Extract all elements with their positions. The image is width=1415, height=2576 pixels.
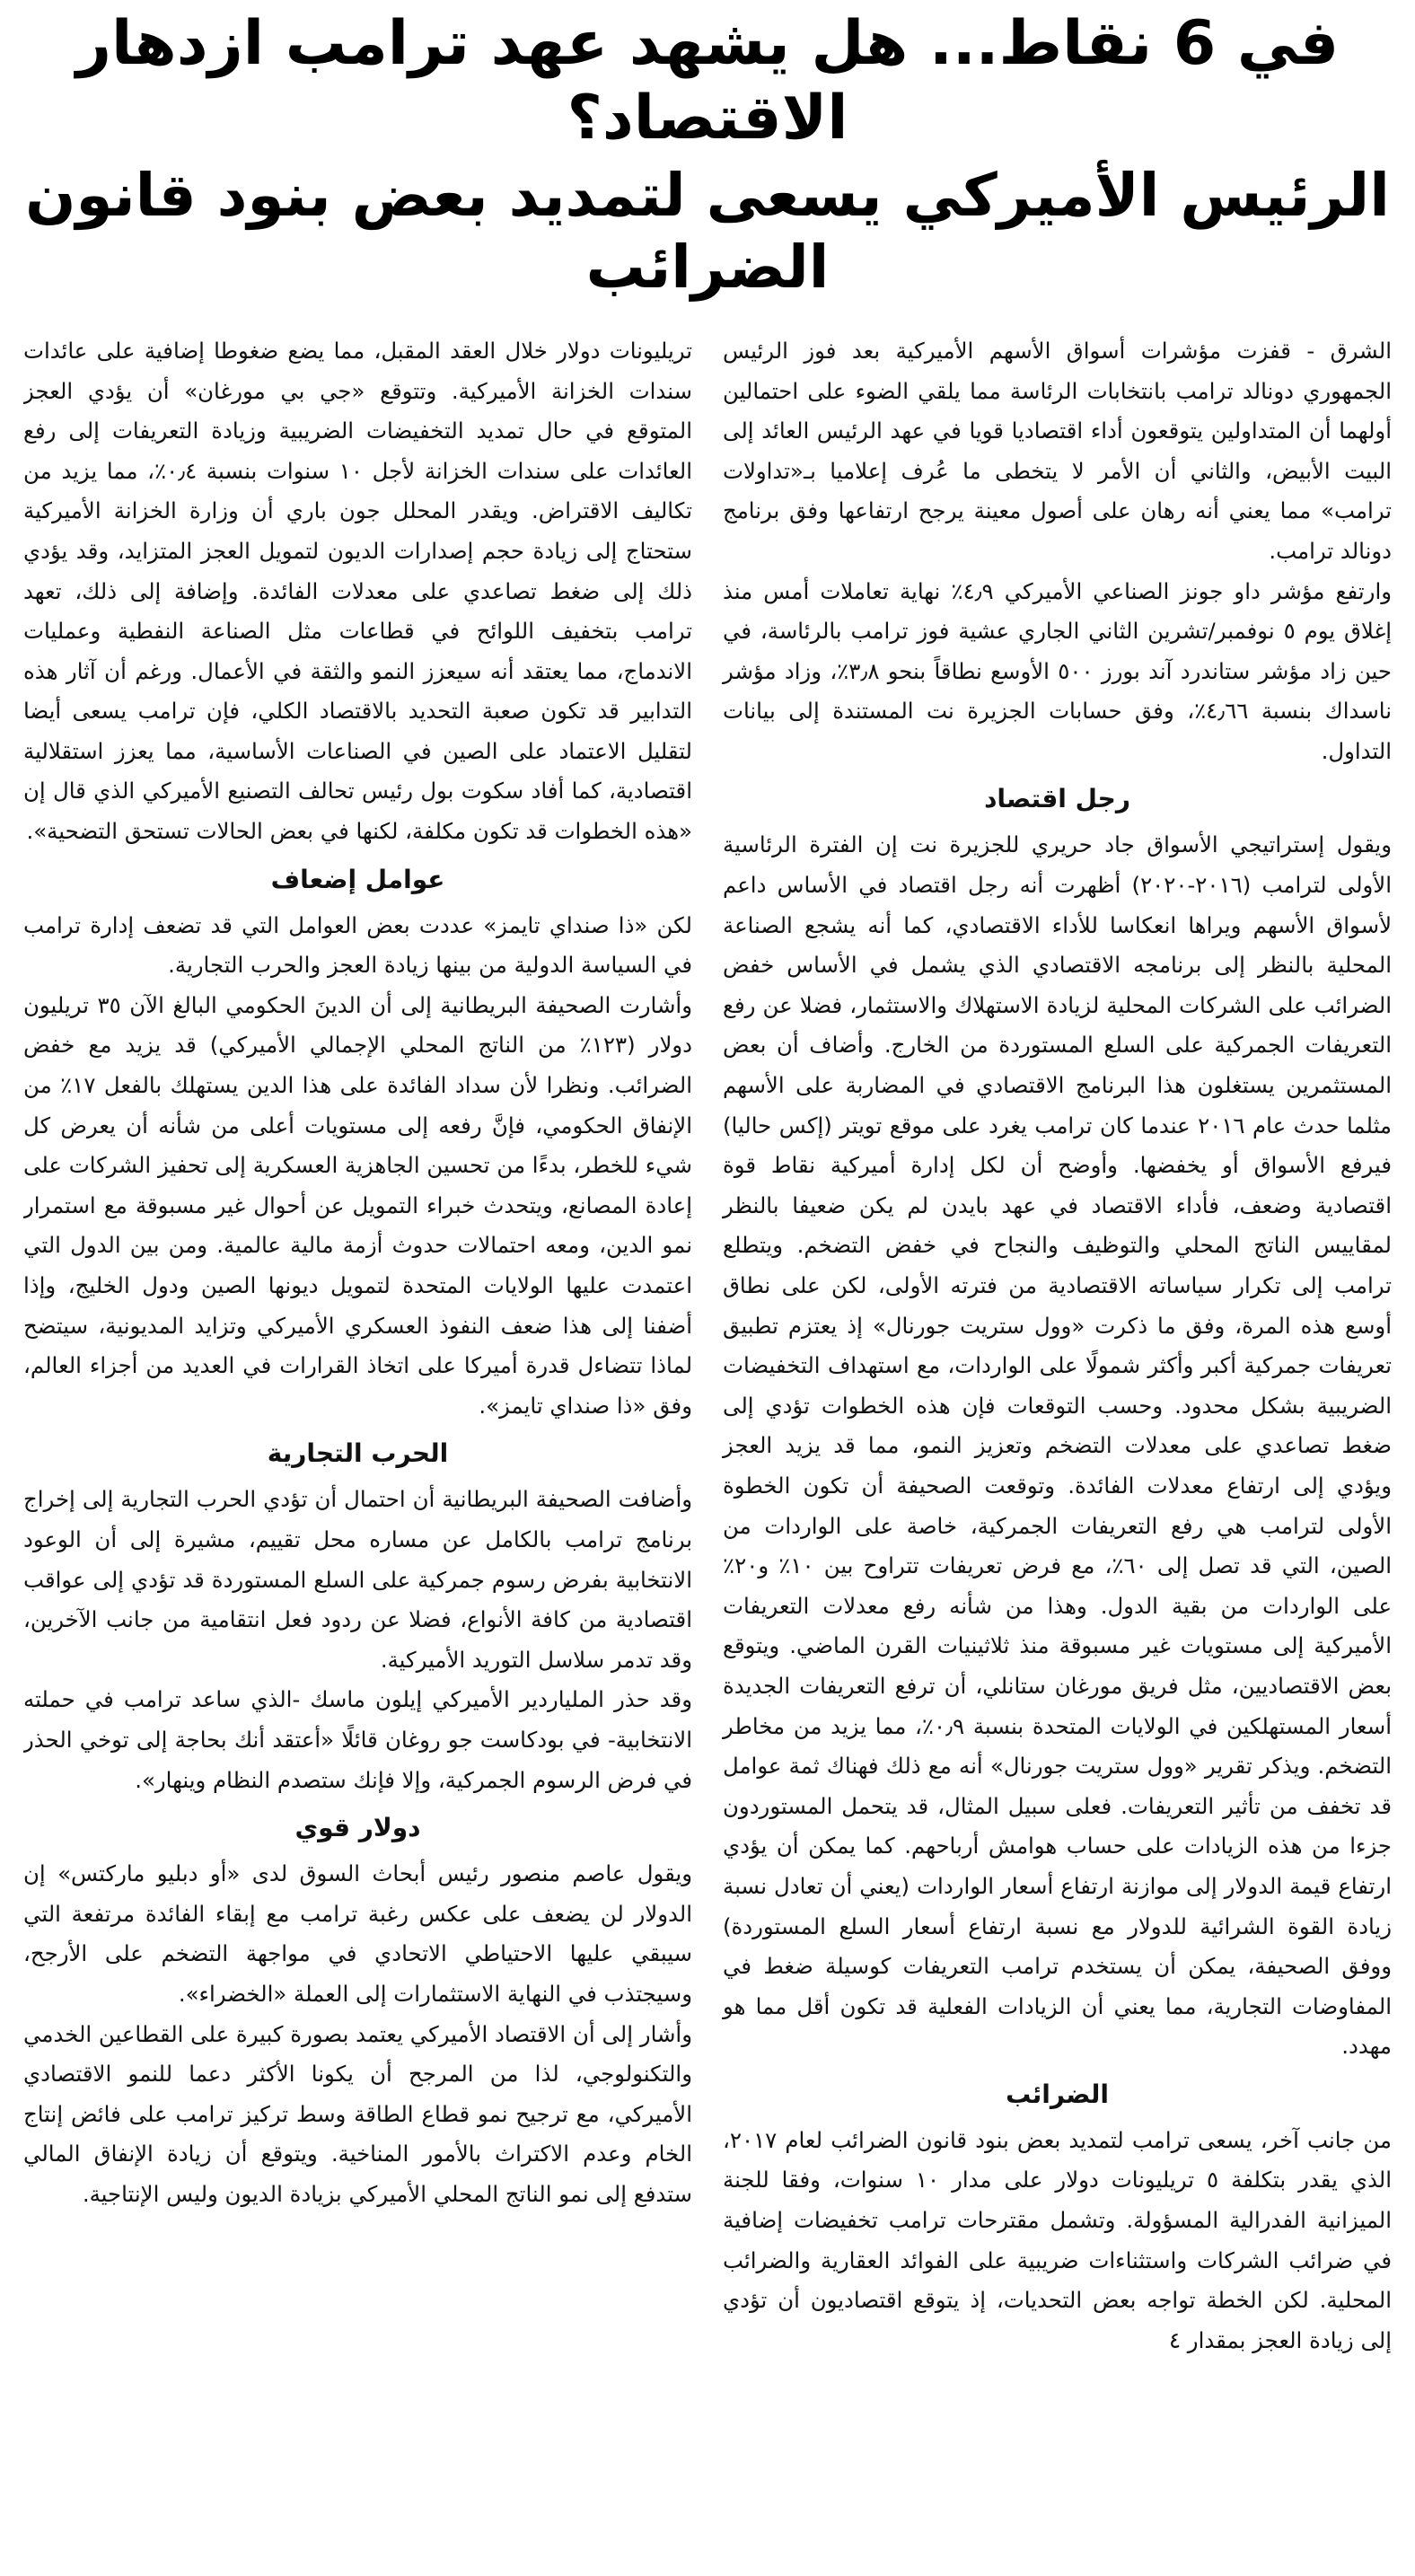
headline-line-2: الرئيس الأميركي يسعى لتمديد بعض بنود قانون الضرائب	[25, 160, 1390, 303]
section-heading: دولار قوي	[294, 1813, 421, 1843]
article-paragraph: الشرق - قفزت مؤشرات أسواق الأسهم الأميركية بعد فوز الرئيس الجمهوري دونالد ترامب بانتخابات الرئاسة مما يلقي الضوء على احتمالين أولهما أن المتداولين يتوقعون أداء اقتصاديا قويا في عهد الرئيس العائد إلى البيت الأبيض، والثاني أن الأمر لا يتخطى ما عُرف إعلاميا بـ«تداولات ترامب» مما يعني أنه رهان على أصول معينة يرجح ارتفاعها وفق برنامج دونالد ترامب.	[723, 337, 1392, 564]
article-paragraph: من جانب آخر، يسعى ترامب لتمديد بعض بنود قانون الضرائب لعام ٢٠١٧، الذي يقدر بتكلفة ٥ تريليونات دولار على مدار ١٠ سنوات، وفقا للجنة الميزانية الفدرالية المسؤولة. وتشمل مقترحات ترامب تخفيضات إضافية في ضرائب الشركات واستثناءات ضريبية على الفوائد العقارية والضرائب المحلية. لكن الخطة تواجه بعض التحديات، إذ يتوقع اقتصاديون أن تؤدي إلى زيادة العجز بمقدار ٤	[723, 2126, 1392, 2353]
article-paragraph: لكن «ذا صنداي تايمز» عددت بعض العوامل التي قد تضعف إدارة ترامب في السياسة الدولية من بينها زيادة العجز والحرب التجارية.	[23, 911, 692, 979]
article-paragraph: وأشار إلى أن الاقتصاد الأميركي يعتمد بصورة كبيرة على القطاعين الخدمي والتكنولوجي، لذا من المرجح أن يكونا الأكثر دعما للنمو الاقتصادي الأميركي، مع ترجيح نمو قطاع الطاقة وسط تركيز ترامب على فائض إنتاج الخام وعدم الاكتراث بالأمور المناخية. ويتوقع أن زيادة الإنفاق المالي ستدفع إلى نمو الناتج المحلي الأميركي بزيادة الديون وليس الإنتاجية.	[23, 2020, 692, 2207]
article-paragraph: ويقول إستراتيجي الأسواق جاد حريري للجزيرة نت إن الفترة الرئاسية الأولى لترامب (٢٠١٦-٢٠٢٠) أظهرت أنه رجل اقتصاد في الأساس داعم لأسواق الأسهم ويراها انعكاسا للأداء الاقتصادي، كما أنه يشجع الصناعة المحلية بالنظر إلى برنامجه الاقتصادي الذي يشمل في الأساس خفض الضرائب على الشركات المحلية لزيادة الاستهلاك والاستثمار، فضلا عن رفع التعريفات الجمركية على السلع المستوردة من الخارج. وأضاف أن بعض المستثمرين يستغلون هذا البرنامج الاقتصادي في المضاربة على الأسهم مثلما حدث عام ٢٠١٦ عندما كان ترامب يغرد على موقع تويتر (إكس حاليا) فيرفع الأسواق أو يخفضها. وأوضح أن لكل إدارة أميركية نقاط قوة اقتصادية وضعف، فأداء الاقتصاد في عهد بايدن لم يكن ضعيفا بالنظر لمقاييس الناتج المحلي والتوظيف والنجاح في خفض التضخم. ويتطلع ترامب إلى تكرار سياساته الاقتصادية من فترته الأولى، لكن على نطاق أوسع هذه المرة، وفق ما ذكرت «وول ستريت جورنال» إذ يعتزم تطبيق تعريفات جمركية أكبر وأكثر شمولًا على الواردات، مع استهداف التخفيضات الضريبية بشكل محدود. وحسب التوقعات فإن هذه الخطوات تؤدي إلى ضغط تصاعدي على معدلات التضخم وتعزيز النمو، مما قد يزيد العجز ويؤدي إلى ارتفاع معدلات الفائدة. وتوقعت الصحيفة أن تكون الخطوة الأولى لترامب هي رفع التعريفات الجمركية، خاصة على الواردات من الصين، التي قد تصل إلى ٦٠٪، مع فرض تعريفات تتراوح بين ١٠٪ و٢٠٪ على الواردات من بقية الدول. وهذا من شأنه رفع معدلات التعريفات الأميركية إلى مستويات غير مسبوقة منذ ثلاثينيات القرن الماضي. ويتوقع بعض الاقتصاديين، مثل فريق مورغان ستانلي، أن ترفع التعريفات الجديدة أسعار المستهلكين في الولايات المتحدة بنسبة ٠٫٩٪، مما يزيد من مخاطر التضخم. ويذكر تقرير «وول ستريت جورنال» أنه مع ذلك فهناك ثمة عوامل قد تخفف من تأثير التعريفات. فعلى سبيل المثال، قد يتحمل المستوردون جزءا من هذه الزيادات على حساب هوامش أرباحهم. كما يمكن أن يؤدي ارتفاع قيمة الدولار إلى موازنة ارتفاع أسعار الواردات (يعني أن تعادل نسبة زيادة القوة الشرائية للدولار مع نسبة ارتفاع أسعار السلع المستوردة) ووفق الصحيفة، يمكن أن يستخدم ترامب التعريفات كوسيلة ضغط في المفاوضات التجارية، مما يعني أن الزيادات الفعلية قد تكون أقل مما هو مهدد.	[723, 831, 1392, 2060]
article-paragraph: ويقول عاصم منصور رئيس أبحاث السوق لدى «أو دبليو ماركتس» إن الدولار لن يضعف على عكس رغبة ترامب مع إبقاء الفائدة مرتفعة التي سيبقي عليها الاحتياطي الاتحادي في مواجهة التضخم على الأرجح، وسيجتذب في النهاية الاستثمارات إلى العملة «الخضراء».	[23, 1860, 692, 2007]
article-paragraph: وارتفع مؤشر داو جونز الصناعي الأميركي ٤٫٩٪ نهاية تعاملات أمس منذ إغلاق يوم ٥ نوفمبر/تشرين الثاني الجاري عشية فوز ترامب بالرئاسة، في حين زاد مؤشر ستاندرد آند بورز ٥٠٠ الأوسع نطاقاً بنحو ٣٫٨٪، وزاد مؤشر ناسداك بنسبة ٤٫٦٦٪، وفق حسابات الجزيرة نت المستندة إلى بيانات التداول.	[723, 577, 1392, 764]
section-heading: عوامل إضعاف	[270, 864, 445, 894]
article-column-right	[723, 331, 1392, 2576]
article-paragraph: تريليونات دولار خلال العقد المقبل، مما يضع ضغوطا إضافية على عائدات سندات الخزانة الأميركية. وتتوقع «جي بي مورغان» أن يؤدي العجز المتوقع في حال تمديد التخفيضات الضريبية وزيادة التعريفات إلى رفع العائدات على سندات الخزانة لأجل ١٠ سنوات بنسبة ٠٫٤٪، مما يزيد من تكاليف الاقتراض. ويقدر المحلل جون باري أن وزارة الخزانة الأميركية ستحتاج إلى زيادة حجم إصدارات الديون لتمويل العجز المتزايد، وقد يؤدي ذلك إلى ضغط تصاعدي على معدلات الفائدة. وإضافة إلى ذلك، تعهد ترامب بتخفيف اللوائح في قطاعات مثل الصناعة النفطية وعمليات الاندماج، مما يعتقد أنه سيعزز النمو والثقة في الأعمال. ورغم أن آثار هذه التدابير قد تكون صعبة التحديد بالاقتصاد الكلي، فإن ترامب يسعى أيضا لتقليل الاعتماد على الصين في الصناعات الأساسية، مما يعزز استقلالية اقتصادية، كما أفاد سكوت بول رئيس تحالف التصنيع الأميركي الذي قال إن «هذه الخطوات قد تكون مكلفة، لكنها في بعض الحالات تستحق التضحية».	[23, 337, 692, 845]
article-paragraph: وأشارت الصحيفة البريطانية إلى أن الدينَ الحكومي البالغ الآن ٣٥ تريليون دولار (١٢٣٪ من الناتج المحلي الإجمالي الأميركي) قد يزيد مع خفض الضرائب. ونظرا لأن سداد الفائدة على هذا الدين يستهلك بالفعل ١٧٪ من الإنفاق الحكومي، فإنَّ رفعه إلى مستويات أعلى من شأنه أن يعرض كل شيء للخطر، بدءًا من تحسين الجاهزية العسكرية إلى تحفيز الشركات على إعادة المصانع، ويتحدث خبراء التمويل عن أحوال غير مسبوقة مع استمرار نمو الدين، ومعه احتمالات حدوث أزمة مالية عالمية. ومن بين الدول التي اعتمدت عليها الولايات المتحدة لتمويل ديونها الصين ودول الخليج، وإذا أضفنا إلى هذا ضعف النفوذ العسكري الأميركي وتزايد المديونية، سيتضح لماذا تتضاءل قدرة أميركا على اتخاذ القرارات في العديد من أجزاء العالم، وفق «ذا صنداي تايمز».	[23, 991, 692, 1419]
section-heading: الضرائب	[1006, 2079, 1109, 2109]
section-heading: رجل اقتصاد	[984, 784, 1130, 814]
section-heading: الحرب التجارية	[267, 1438, 449, 1469]
article-column-left	[23, 331, 692, 2576]
headline-line-1: في 6 نقاط... هل يشهد عهد ترامب ازدهار الاقتصاد؟	[75, 8, 1340, 154]
article-columns	[23, 331, 1392, 2576]
article-paragraph: وقد حذر الملياردير الأميركي إيلون ماسك -الذي ساعد ترامب في حملته الانتخابية- في بودكاست جو روغان قائلًا «أعتقد أنك بحاجة إلى توخي الحذر في فرض الرسوم الجمركية، وإلا فإنك ستصدم النظام وينهار».	[23, 1686, 692, 1793]
article-paragraph: وأضافت الصحيفة البريطانية أن احتمال أن تؤدي الحرب التجارية إلى إخراج برنامج ترامب بالكامل عن مساره محل تقييم، مشيرة إلى أن الوعود الانتخابية بفرض رسوم جمركية على السلع المستوردة قد تؤدي إلى عواقب اقتصادية من كافة الأنواع، فضلا عن ردود فعل انتقامية من جانب الآخرين، وقد تدمر سلاسل التوريد الأميركية.	[23, 1486, 692, 1673]
